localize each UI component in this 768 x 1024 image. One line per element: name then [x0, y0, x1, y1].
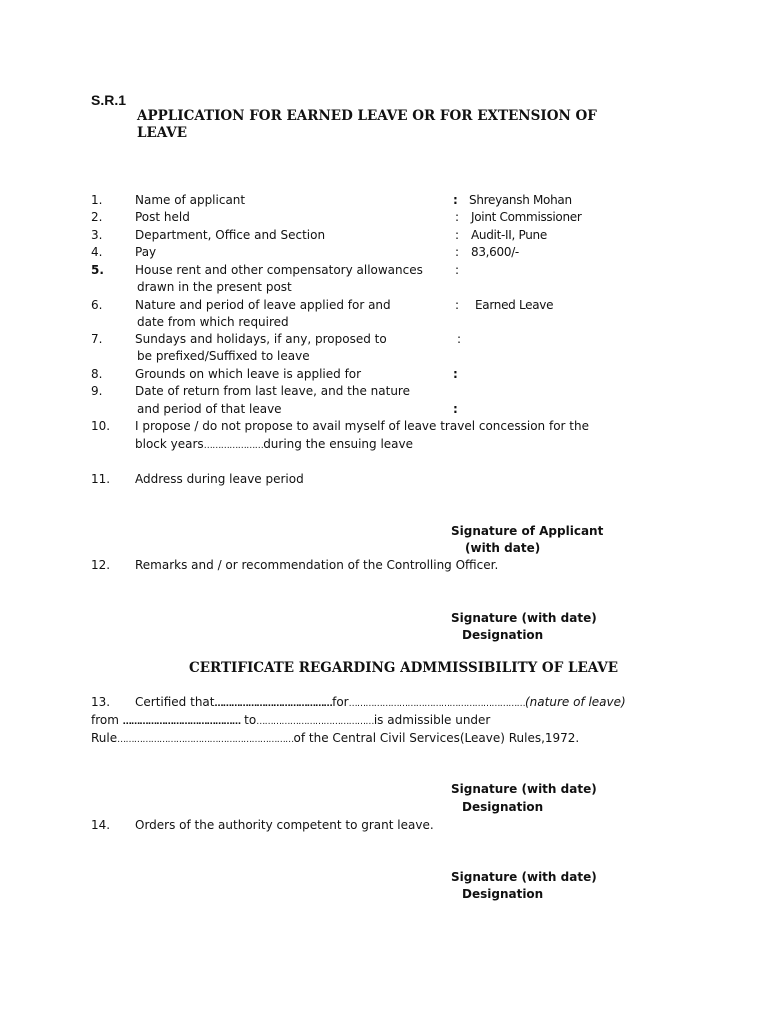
certified-name-blank: ……………………………………	[214, 699, 333, 709]
item-4-value: 83,600/-	[471, 245, 519, 259]
certificate-line-1	[135, 694, 626, 713]
nature-of-leave-text: (nature of leave)	[525, 695, 626, 709]
item-8-colon: :	[453, 367, 458, 381]
item-1-number: 1.	[91, 193, 103, 207]
certificate-line-3	[91, 730, 579, 749]
item-5-label-cont: drawn in the present post	[137, 280, 292, 294]
block-years-text: block years	[135, 437, 204, 451]
authority-designation: Designation	[462, 887, 544, 901]
item-5-label: House rent and other compensatory allowances	[135, 263, 423, 277]
for-text: for	[332, 695, 349, 709]
leave-nature-blank: ………………………………………………………	[348, 699, 525, 709]
item-14-number: 14.	[91, 818, 111, 832]
to-date-blank: ……………………………………	[256, 717, 374, 727]
item-10-number: 10.	[91, 419, 111, 433]
form-title-line-2: LEAVE	[137, 125, 188, 141]
from-date-blank: ……………………………………	[122, 717, 241, 727]
item-9-label-cont: and period of that leave	[137, 402, 282, 416]
item-5-number: 5.	[91, 263, 104, 277]
item-14-label: Orders of the authority competent to grant leave.	[135, 818, 434, 832]
item-9-colon: :	[453, 402, 458, 416]
block-years-blank: …………………	[203, 441, 264, 451]
item-3-value: Audit-II, Pune	[471, 228, 547, 242]
item-7-label: Sundays and holidays, if any, proposed to	[135, 332, 387, 346]
item-8-number: 8.	[91, 367, 103, 381]
item-10-label: I propose / do not propose to avail myself of leave travel concession for the	[135, 419, 589, 433]
applicant-signature-date: (with date)	[465, 541, 541, 555]
item-13-number: 13.	[91, 695, 111, 709]
is-admissible-text: is admissible under	[373, 713, 491, 727]
item-3-number: 3.	[91, 228, 103, 242]
rule-number-blank: ………………………………………………………	[117, 735, 294, 745]
item-4-colon: :	[455, 245, 460, 259]
item-6-colon: :	[455, 298, 460, 312]
officer-signature-label: Signature (with date)	[451, 611, 597, 625]
item-3-colon: :	[455, 228, 460, 242]
item-6-number: 6.	[91, 298, 103, 312]
item-2-number: 2.	[91, 210, 103, 224]
item-10-label-cont	[135, 436, 413, 455]
rule-text: Rule	[91, 731, 118, 745]
item-7-number: 7.	[91, 332, 103, 346]
item-12-number: 12.	[91, 558, 111, 572]
item-11-number: 11.	[91, 472, 111, 486]
item-9-label: Date of return from last leave, and the nature	[135, 384, 410, 398]
item-7-label-cont: be prefixed/Suffixed to leave	[137, 349, 310, 363]
item-2-colon: :	[455, 210, 460, 224]
certificate-heading: CERTIFICATE REGARDING ADMMISSIBILITY OF LEAVE	[189, 660, 619, 676]
item-2-label: Post held	[135, 210, 190, 224]
item-3-label: Department, Office and Section	[135, 228, 326, 242]
certificate-designation: Designation	[462, 800, 544, 814]
to-text: to	[240, 713, 257, 727]
item-9-number: 9.	[91, 384, 103, 398]
item-6-label-cont: date from which required	[137, 315, 289, 329]
item-12-label: Remarks and / or recommendation of the Controlling Officer.	[135, 558, 499, 572]
during-leave-text: during the ensuing leave	[263, 437, 413, 451]
item-1-value: Shreyansh Mohan	[469, 193, 572, 207]
certificate-line-2	[91, 712, 490, 731]
item-6-label: Nature and period of leave applied for and	[135, 298, 391, 312]
ccs-rules-text: of the Central Civil Services(Leave) Rules,1972.	[293, 731, 580, 745]
item-11-label: Address during leave period	[135, 472, 304, 486]
certified-that-text: Certified that	[135, 695, 215, 709]
applicant-signature-label: Signature of Applicant	[451, 524, 604, 538]
item-4-label: Pay	[135, 245, 157, 259]
item-8-label: Grounds on which leave is applied for	[135, 367, 362, 381]
officer-designation: Designation	[462, 628, 544, 642]
item-6-value: Earned Leave	[475, 298, 554, 312]
authority-signature-label: Signature (with date)	[451, 870, 597, 884]
item-4-number: 4.	[91, 245, 103, 259]
item-1-label: Name of applicant	[135, 193, 246, 207]
from-text: from	[91, 713, 123, 727]
form-title-line-1: APPLICATION FOR EARNED LEAVE OR FOR EXTENSION OF	[137, 108, 597, 124]
item-1-colon: :	[453, 193, 458, 207]
item-7-colon: :	[457, 332, 462, 346]
form-code: S.R.1	[91, 92, 127, 108]
item-2-value: Joint Commissioner	[471, 210, 582, 224]
item-5-colon: :	[455, 263, 460, 277]
certificate-signature-label: Signature (with date)	[451, 782, 597, 796]
